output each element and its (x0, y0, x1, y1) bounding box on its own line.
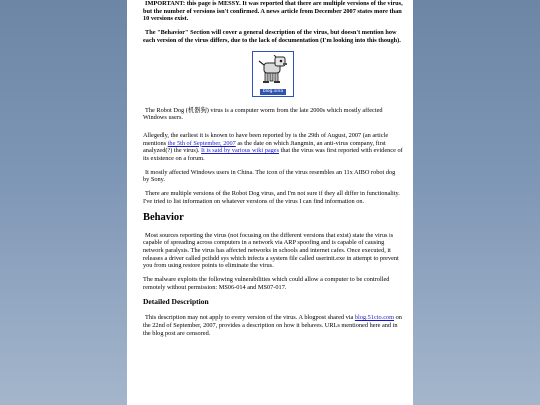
intro-paragraph-3: It mostly affected Windows users in China. The icon of the virus resembles an 11x AIBO robot dog by Sony. (143, 168, 396, 184)
image-caption: blog.sina (260, 89, 286, 95)
intro-paragraph-2 (143, 132, 403, 163)
virus-icon-image[interactable] (252, 51, 294, 97)
behavior-paragraph-1: Most sources reporting the virus (not focusing on the different versions that exist) state the virus is capable of spreading across computers in a network via ARP spoofing and is capable of causing network paralysis. The virus has affected networks in schools and internet cafes. Once executed, it releases a driver called pcihdd sys which infects a system file called userinit.exe in attempt to prevent you from using restore points to eliminate the virus. (143, 231, 399, 270)
detailed-paragraph-1-text-b: on the 22nd of September, 2007, provides a description on how it behaves. URLs mentioned here and in the blog post are censored. (143, 314, 402, 337)
date-article-link[interactable]: the 5th of September, 2007 (167, 139, 236, 147)
intro-paragraph-2-text-a: Allegedly, the earliest it is known to have been reported by is the 29th of August, 2007 (an article mentions (143, 131, 389, 147)
wiki-pages-link[interactable]: It is said by various wiki pages (201, 147, 280, 155)
intro-paragraph-1: The Robot Dog (机器狗) virus is a computer worm from the late 2000s which mostly affected Windows users. (143, 106, 383, 122)
article-page (127, 0, 413, 405)
intro-paragraph-2-text-c: that the virus was first reported with evidence of its existence on a forum. (143, 147, 403, 163)
detailed-description-heading: Detailed Description (143, 297, 209, 307)
behavior-paragraph-2: The malware exploits the following vulnerabilities which could allow a computer to be controlled remotely without permission: MS06-014 and MS07-017. (143, 276, 390, 291)
behavior-section-notice: The "Behavior" Section will cover a general description of the virus, but doesn't mention how each version of the virus differs, due to the lack of documentation (I'm looking into this though). (143, 29, 401, 44)
virus-image-container (143, 51, 403, 97)
behavior-heading: Behavior (143, 211, 184, 223)
robot-dog-icon (258, 55, 288, 87)
intro-paragraph-2-text-b: as the date on which Jiangmin, an anti-virus company, first analyzed(?) the virus). (143, 139, 386, 155)
intro-paragraph-4: There are multiple versions of the Robot Dog virus, and I'm not sure if they all differ in functionality. I've tried to list information on whatever versions of the virus I can find information on. (143, 190, 400, 205)
blog-51cto-link[interactable]: blog.51cto.com (354, 314, 395, 322)
detailed-paragraph-1 (143, 314, 403, 337)
important-notice: IMPORTANT: this page is MESSY. It was reported that there are multiple versions of the virus, but the number of versions isn't confirmed. A news article from December 2007 states more than 10 versions exist. (143, 0, 403, 23)
detailed-paragraph-1-text-a: This description may not apply to every version of the virus. A blogpost shared via (145, 314, 355, 322)
